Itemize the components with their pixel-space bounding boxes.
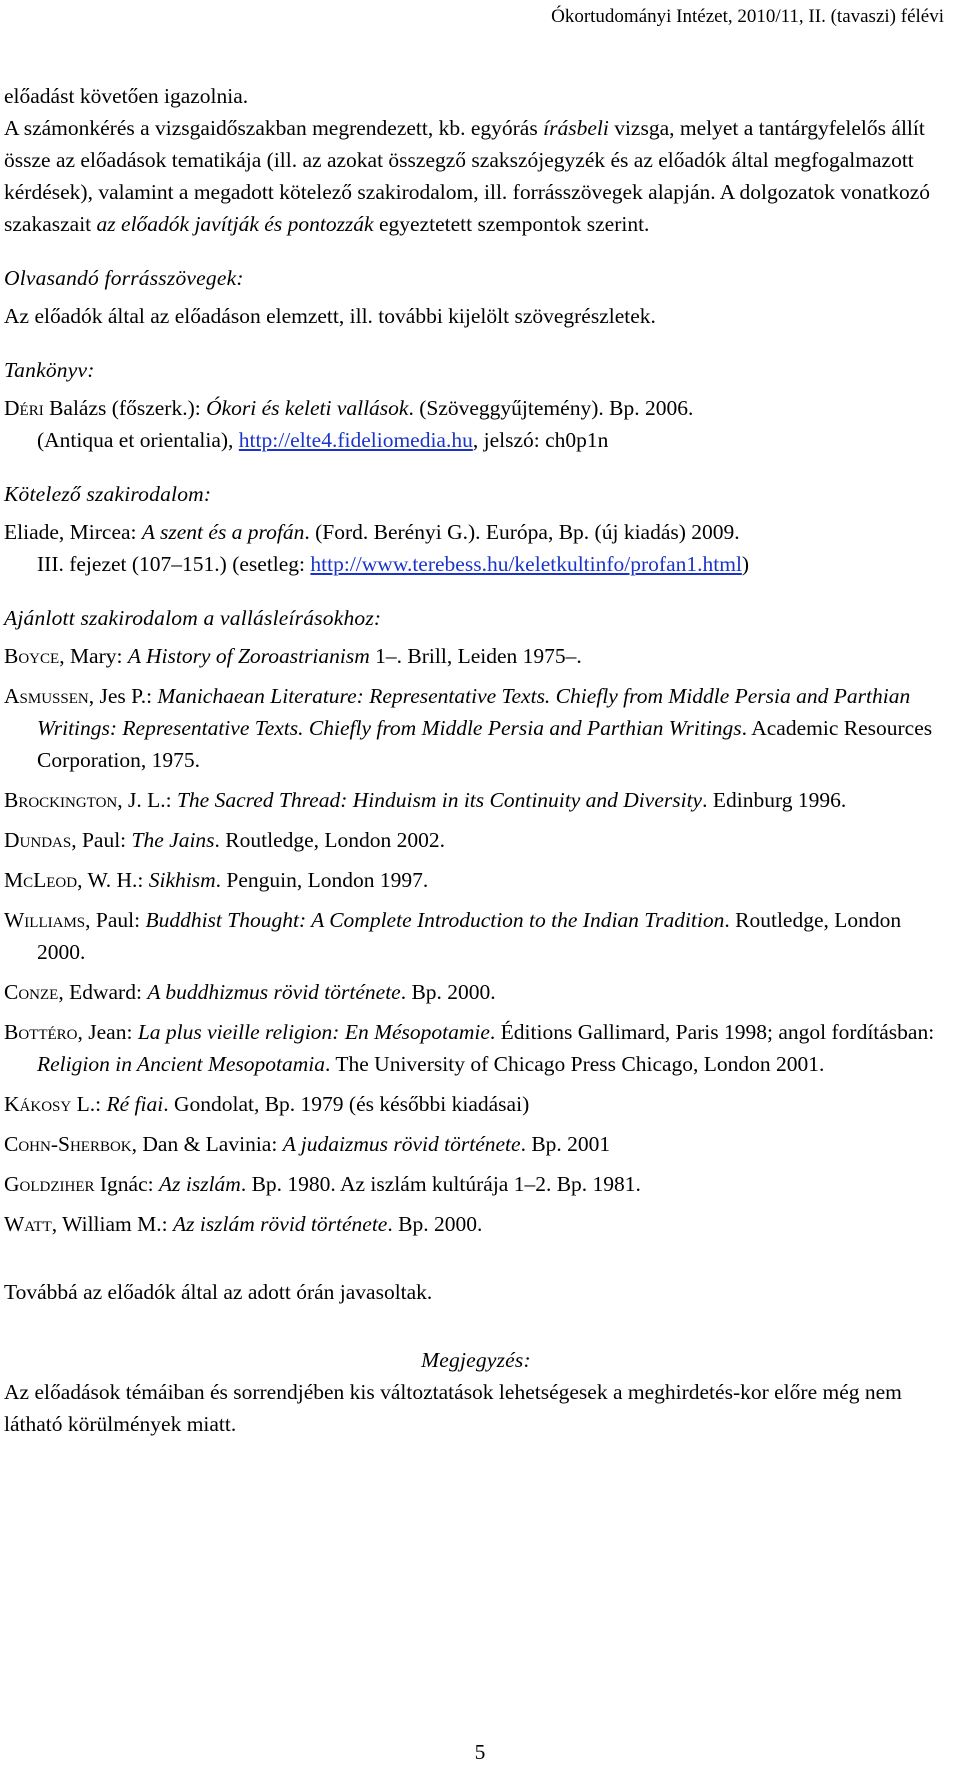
reference-author-surname: Asmussen xyxy=(4,684,89,708)
recommended-reference-list xyxy=(4,640,948,1240)
reference-details-translation: . The University of Chicago Press Chicago, London 2001. xyxy=(325,1052,825,1076)
textbook-heading: Tankönyv: xyxy=(4,358,95,382)
reference-title-translation: Religion in Ancient Mesopotamia xyxy=(37,1052,326,1076)
textbook-details-1: . (Szöveggyűjtemény). Bp. 2006. xyxy=(408,396,694,420)
reference-title: A History of Zoroastrianism xyxy=(127,644,370,668)
textbook-entry-line2 xyxy=(4,424,948,456)
reference-author-rest: Ignác: xyxy=(94,1172,159,1196)
reference-author-surname: Watt xyxy=(4,1212,52,1236)
intro-line: előadást követően igazolnia. xyxy=(4,84,249,108)
reference-item xyxy=(4,1088,948,1120)
reference-details: . Penguin, London 1997. xyxy=(215,868,429,892)
reference-item xyxy=(4,904,948,968)
reference-details: . Bp. 2000. xyxy=(387,1212,483,1236)
reference-author-rest: , Jean: xyxy=(77,1020,138,1044)
reference-item xyxy=(4,680,948,776)
reference-author-surname: Kákosy L. xyxy=(4,1092,96,1116)
assessment-text-a: A számonkérés a vizsgaidőszakban megrendezett, kb. egyórás xyxy=(4,116,544,140)
required-author: Eliade, Mircea: xyxy=(4,520,142,544)
page-header: Ókortudományi Intézet, 2010/11, II. (tavaszi) félévi xyxy=(551,6,944,27)
textbook-details-2: (Antiqua et orientalia), xyxy=(37,428,239,452)
reference-author-rest: , Edward: xyxy=(58,980,148,1004)
reference-details: . Éditions Gallimard, Paris 1998; angol fordításban: xyxy=(489,1020,935,1044)
reference-details: 1–. Brill, Leiden 1975–. xyxy=(369,644,582,668)
reference-author-rest: , Paul: xyxy=(85,908,146,932)
reference-item xyxy=(4,864,948,896)
reference-item xyxy=(4,1016,948,1080)
document-body xyxy=(4,80,948,1440)
textbook-author-rest: Balázs (főszerk.): xyxy=(43,396,207,420)
reference-details: . Edinburg 1996. xyxy=(702,788,847,812)
reference-item xyxy=(4,784,948,816)
sources-heading: Olvasandó forrásszövegek: xyxy=(4,266,244,290)
required-link[interactable]: http://www.terebess.hu/keletkultinfo/profan1.html xyxy=(310,552,742,576)
reference-details: . Gondolat, Bp. 1979 (és későbbi kiadásai) xyxy=(163,1092,530,1116)
reference-author-surname: Williams xyxy=(4,908,86,932)
reference-title: A judaizmus rövid története xyxy=(282,1132,521,1156)
required-title: A szent és a profán xyxy=(141,520,305,544)
reference-title: The Jains xyxy=(131,828,215,852)
reference-title: The Sacred Thread: Hinduism in its Continuity and Diversity xyxy=(176,788,703,812)
note-text: Az előadások témáiban és sorrendjében kis változtatások lehetségesek a meghirdetés-kor előre még nem látható körülmények miatt. xyxy=(4,1380,902,1436)
reference-title: A buddhizmus rövid története xyxy=(147,980,401,1004)
reference-author-surname: Bottéro xyxy=(4,1020,78,1044)
reference-author-rest: , J. L.: xyxy=(117,788,177,812)
reference-title: La plus vieille religion: En Mésopotamie xyxy=(137,1020,490,1044)
reference-author-surname: Goldziher xyxy=(4,1172,95,1196)
reference-author-surname: Cohn-Sherbok xyxy=(4,1132,132,1156)
reference-author-rest: , Mary: xyxy=(59,644,128,668)
reference-author-rest: , William M.: xyxy=(51,1212,173,1236)
assessment-text-c: vizsga, melyet a tantárgyfelelős állít össze az előadások tematikája (ill. az azokat összegző szakszójegyzék és az előadók által megfogalmazott kérdések), valamint a megadott kötelező szakirodalom, ill. forrásszövegek alapján. A dolgozatok vonatkozó szakaszait xyxy=(4,116,930,236)
reference-author-surname: Brockington xyxy=(4,788,118,812)
page-number: 5 xyxy=(474,1740,486,1764)
note-heading: Megjegyzés: xyxy=(421,1348,531,1372)
textbook-title: Ókori és keleti vallások xyxy=(206,396,409,420)
reference-item xyxy=(4,640,948,672)
reference-title: Manichaean Literature: Representative Texts. Chiefly from Middle Persia and Parthian Writings: Representative Texts. Chiefly from Middle Persia and Parthian Writings xyxy=(37,684,911,740)
reference-details: . Bp. 2000. xyxy=(400,980,496,1004)
textbook-details-3: , jelszó: ch0p1n xyxy=(472,428,609,452)
required-details-3: ) xyxy=(741,552,750,576)
reference-details: . Routledge, London 2000. xyxy=(37,908,902,964)
reference-item xyxy=(4,1208,948,1240)
required-entry-line2 xyxy=(4,548,948,580)
reference-author-surname: McLeod xyxy=(4,868,78,892)
reference-author-surname: Dundas xyxy=(4,828,72,852)
required-details-1: . (Ford. Berényi G.). Európa, Bp. (új kiadás) 2009. xyxy=(304,520,740,544)
reference-title: Az iszlám rövid története xyxy=(172,1212,388,1236)
required-details-2: III. fejezet (107–151.) (esetleg: xyxy=(37,552,311,576)
reference-item xyxy=(4,824,948,856)
reference-title: Buddhist Thought: A Complete Introduction to the Indian Tradition xyxy=(145,908,725,932)
reference-details: . Bp. 2001 xyxy=(520,1132,611,1156)
recommended-heading: Ajánlott szakirodalom a vallásleírásokhoz: xyxy=(4,606,382,630)
reference-author-surname: Conze xyxy=(4,980,59,1004)
reference-author-rest: , Dan & Lavinia: xyxy=(131,1132,283,1156)
required-entry xyxy=(4,516,948,548)
reference-author-rest: , Jes P.: xyxy=(88,684,158,708)
textbook-author-surname: Déri xyxy=(4,396,44,420)
assessment-text-b: írásbeli xyxy=(543,116,609,140)
reference-item xyxy=(4,1168,948,1200)
reference-details: . Bp. 1980. Az iszlám kultúrája 1–2. Bp. 1981. xyxy=(240,1172,641,1196)
reference-item xyxy=(4,1128,948,1160)
further-recommendations: Továbbá az előadók által az adott órán javasoltak. xyxy=(4,1280,433,1304)
assessment-text-d: az előadók javítják és pontozzák xyxy=(96,212,374,236)
reference-author-surname: Boyce xyxy=(4,644,60,668)
reference-title: Az iszlám xyxy=(158,1172,241,1196)
assessment-text-e: egyeztetett szempontok szerint. xyxy=(373,212,650,236)
sources-text: Az előadók által az előadáson elemzett, ill. további kijelölt szövegrészletek. xyxy=(4,304,656,328)
textbook-entry xyxy=(4,392,948,424)
reference-details: . Academic Resources Corporation, 1975. xyxy=(37,716,933,772)
reference-title: Sikhism xyxy=(148,868,216,892)
reference-author-rest: : xyxy=(95,1092,107,1116)
reference-details: . Routledge, London 2002. xyxy=(214,828,446,852)
assessment-paragraph xyxy=(4,112,948,240)
required-heading: Kötelező szakirodalom: xyxy=(4,482,212,506)
textbook-link[interactable]: http://elte4.fideliomedia.hu xyxy=(238,428,473,452)
reference-item xyxy=(4,976,948,1008)
reference-title: Ré fiai xyxy=(106,1092,164,1116)
reference-author-rest: , Paul: xyxy=(71,828,132,852)
reference-author-rest: , W. H.: xyxy=(77,868,149,892)
